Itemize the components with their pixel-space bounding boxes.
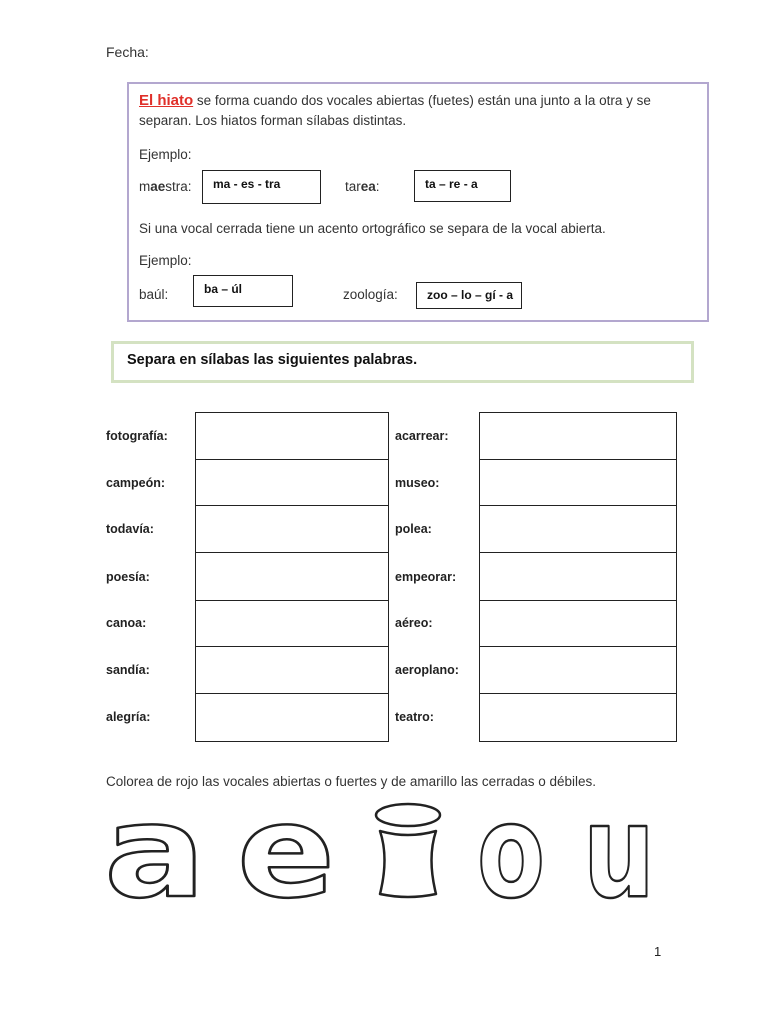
answer-cell[interactable] — [479, 646, 677, 694]
example-word-maestra: maestra: — [139, 179, 192, 194]
answer-cell[interactable] — [479, 693, 677, 742]
hiatus-vowels: ea — [360, 179, 376, 194]
definition-box — [127, 82, 709, 322]
answer-cell[interactable] — [195, 646, 389, 694]
vowel-u[interactable]: u — [583, 800, 655, 905]
example-word-tarea: tarea: — [345, 179, 380, 194]
word-label: campeón: — [106, 476, 166, 490]
word-label: acarrear: — [395, 429, 449, 443]
definition-line2: separan. Los hiatos forman sílabas distintas. — [139, 113, 407, 128]
vowel-e[interactable]: e — [237, 800, 335, 905]
word-label: museo: — [395, 476, 440, 490]
instruction-box — [111, 341, 694, 383]
ejemplo-label-2: Ejemplo: — [139, 253, 192, 268]
word-label: fotografía: — [106, 429, 168, 443]
example-box-baul: ba – úl — [193, 275, 293, 307]
answer-cell[interactable] — [195, 505, 389, 553]
example-box-zoologia: zoo – lo – gí - a — [416, 282, 522, 309]
answer-cell[interactable] — [479, 412, 677, 460]
answer-cell[interactable] — [479, 600, 677, 647]
word-label: sandía: — [106, 663, 150, 677]
word-label: empeorar: — [395, 570, 457, 584]
instruction-text: Separa en sílabas las siguientes palabras. — [127, 352, 418, 368]
word-label: alegría: — [106, 710, 151, 724]
word-label: aeroplano: — [395, 663, 459, 677]
answer-cell[interactable] — [195, 600, 389, 647]
word-label: canoa: — [106, 616, 147, 630]
answer-cell[interactable] — [479, 459, 677, 506]
example-box-tarea: ta – re - a — [414, 170, 511, 202]
word-label: todavía: — [106, 522, 154, 536]
page-number: 1 — [654, 944, 662, 959]
example-word-zoologia: zoología: — [343, 287, 398, 302]
word-label: poesía: — [106, 570, 150, 584]
example-word-baul: baúl: — [139, 287, 169, 302]
vowel-outlines — [100, 800, 668, 905]
rule-accent: Si una vocal cerrada tiene un acento ortográfico se separa de la vocal abierta. — [139, 221, 606, 236]
answer-cell[interactable] — [479, 505, 677, 553]
answer-cell[interactable] — [195, 552, 389, 601]
answer-cell[interactable] — [195, 412, 389, 460]
vowel-i[interactable] — [376, 804, 440, 897]
answer-cell[interactable] — [195, 693, 389, 742]
ejemplo-label-1: Ejemplo: — [139, 147, 192, 162]
word-label: polea: — [395, 522, 432, 536]
vowel-a[interactable]: a — [104, 800, 206, 905]
answer-cell[interactable] — [195, 459, 389, 506]
fecha-label: Fecha: — [106, 44, 149, 60]
example-box-maestra: ma - es - tra — [202, 170, 321, 204]
word-label: aéreo: — [395, 616, 433, 630]
vowel-o[interactable]: o — [477, 800, 545, 905]
definition-line1: se forma cuando dos vocales abiertas (fuetes) están una junto a la otra y se — [193, 93, 651, 108]
word-label: teatro: — [395, 710, 434, 724]
definition-paragraph — [139, 91, 699, 131]
hiatus-vowels: ae — [150, 179, 166, 194]
answer-cell[interactable] — [479, 552, 677, 601]
coloring-instruction: Colorea de rojo las vocales abiertas o fuertes y de amarillo las cerradas o débiles. — [106, 774, 597, 789]
definition-title: El hiato — [139, 92, 194, 109]
